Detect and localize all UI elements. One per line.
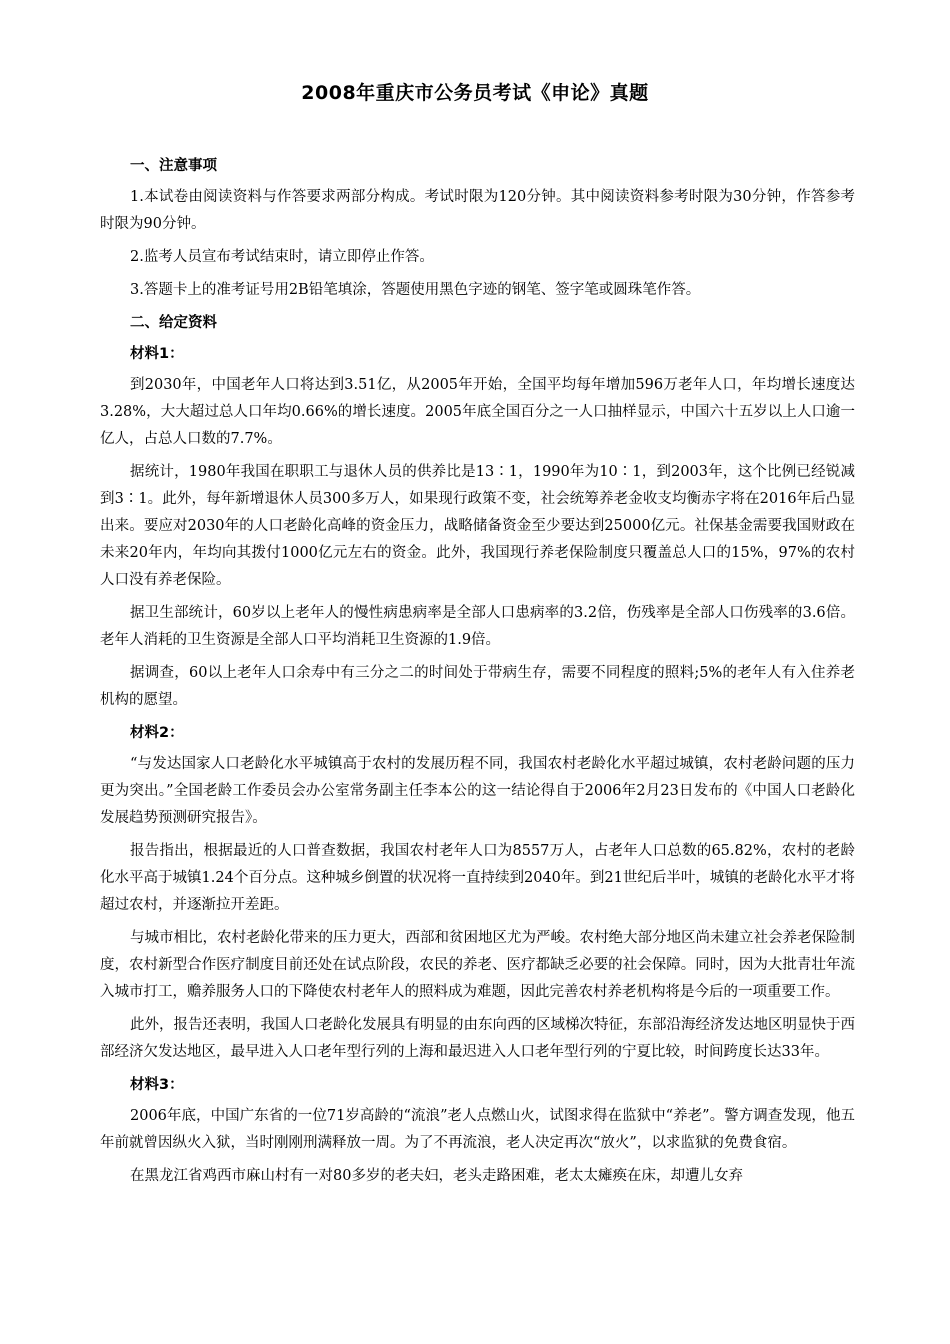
material-paragraph: 据统计，1980年我国在职职工与退休人员的供养比是13∶1，1990年为10∶1，到2003年，这个比例已经锐减到3∶1。此外，每年新增退休人员300多万人，如果现行政策不变，社会统筹养老金收支均衡赤字将在2016年后凸显出来。要应对2030年的人口老龄化高峰的资金压力，战略储备资金至少要达到25000亿元。社保基金需要我国财政在未来20年内，年均向其拨付1000亿元左右的资金。此外，我国现行养老保险制度只覆盖总人口的15%，97%的农村人口没有养老保险。 bbox=[100, 464, 855, 588]
material-paragraph: 到2030年，中国老年人口将达到3.51亿，从2005年开始，全国平均每年增加596万老年人口，年均增长速度达3.28%，大大超过总人口年均0.66%的增长速度。2005年底全国百分之一人口抽样显示，中国六十五岁以上人口逾一亿人，占总人口数的7.7%。 bbox=[100, 377, 855, 447]
section-heading-materials: 二、给定资料 bbox=[130, 315, 217, 331]
material-paragraph: 2006年底，中国广东省的一位71岁高龄的“流浪”老人点燃山火，试图求得在监狱中“养老”。警方调查发现，他五年前就曾因纵火入狱，当时刚刚刑满释放一周。为了不再流浪，老人决定再次“放火”，以求监狱的免费食宿。 bbox=[100, 1108, 855, 1151]
document-body bbox=[100, 150, 855, 1196]
material-1-label: 材料1： bbox=[130, 346, 184, 362]
material-paragraph: 据卫生部统计，60岁以上老年人的慢性病患病率是全部人口患病率的3.2倍，伤残率是全部人口伤残率的3.6倍。老年人消耗的卫生资源是全部人口平均消耗卫生资源的1.9倍。 bbox=[100, 605, 855, 648]
notice-item: 2.监考人员宣布考试结束时，请立即停止作答。 bbox=[130, 249, 434, 265]
material-paragraph: 据调查，60以上老年人口余寿中有三分之二的时间处于带病生存，需要不同程度的照料;5%的老年人有入住养老机构的愿望。 bbox=[100, 665, 855, 708]
material-paragraph: 在黑龙江省鸡西市麻山村有一对80多岁的老夫妇，老头走路困难，老太太瘫痪在床，却遭儿女弃 bbox=[130, 1168, 743, 1184]
material-paragraph: 此外，报告还表明，我国人口老龄化发展具有明显的由东向西的区域梯次特征，东部沿海经济发达地区明显快于西部经济欠发达地区，最早进入人口老年型行列的上海和最迟进入人口老年型行列的宁夏比较，时间跨度长达33年。 bbox=[100, 1017, 855, 1060]
document-title: 2008年重庆市公务员考试《申论》真题 bbox=[301, 82, 649, 104]
material-paragraph: 与城市相比，农村老龄化带来的压力更大，西部和贫困地区尤为严峻。农村绝大部分地区尚未建立社会养老保险制度，农村新型合作医疗制度目前还处在试点阶段，农民的养老、医疗都缺乏必要的社会保障。同时，因为大批青壮年流入城市打工，赡养服务人口的下降使农村老年人的照料成为难题，因此完善农村养老机构将是今后的一项重要工作。 bbox=[100, 930, 855, 1000]
material-paragraph: “与发达国家人口老龄化水平城镇高于农村的发展历程不同，我国农村老龄化水平超过城镇，农村老龄问题的压力更为突出。”全国老龄工作委员会办公室常务副主任李本公的这一结论得自于2006年2月23日发布的《中国人口老龄化发展趋势预测研究报告》。 bbox=[100, 756, 855, 826]
section-heading-notice: 一、注意事项 bbox=[130, 158, 217, 174]
material-paragraph: 报告指出，根据最近的人口普查数据，我国农村老年人口为8557万人，占老年人口总数的65.82%，农村的老龄化水平高于城镇1.24个百分点。这种城乡倒置的状况将一直持续到2040年。到21世纪后半叶，城镇的老龄化水平才将超过农村，并逐渐拉开差距。 bbox=[100, 843, 855, 913]
material-2-label: 材料2： bbox=[130, 725, 184, 741]
notice-item: 3.答题卡上的准考证号用2B铅笔填涂，答题使用黑色字迹的钢笔、签字笔或圆珠笔作答。 bbox=[130, 282, 701, 298]
material-3-label: 材料3： bbox=[130, 1077, 184, 1093]
notice-item: 1.本试卷由阅读资料与作答要求两部分构成。考试时限为120分钟。其中阅读资料参考时限为30分钟，作答参考时限为90分钟。 bbox=[100, 189, 855, 232]
